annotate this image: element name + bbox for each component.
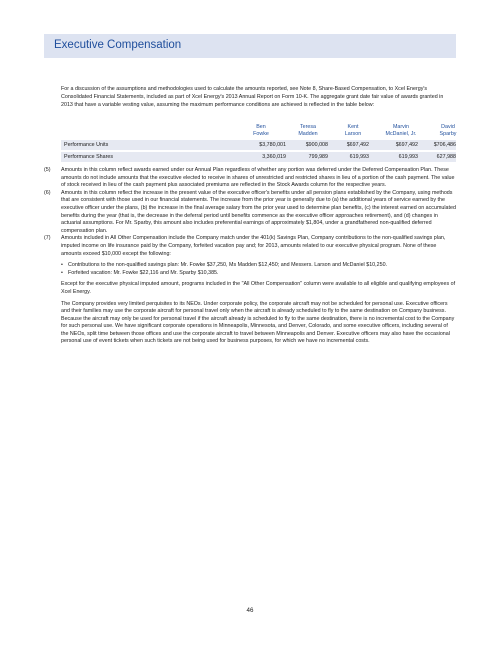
section-banner xyxy=(44,34,456,58)
footnote-text: Amounts included in All Other Compensation include the Company match under the 401(k) Savings Plan, Company contributions to the non-qualified savings plan, imputed income on life insurance paid by the Company, forfeited vacation pay and; for 2013, amounts related to our executive physical program. None of these amounts exceed $10,000 except the following: xyxy=(61,235,446,257)
column-header-sparby: David Sparby xyxy=(439,124,457,137)
footnote-text: Amounts in this column reflect the increase in the present value of the executive officer's benefits under all pension plans established by the Company, using methods that are consistent with those used in our financial statements. The increase from the prior year is generally due to (a) the additional years of service earned by the executive officer under the plans, (b) the increase in the final average salary from the prior year used to determine plan benefits, (c) the interest earned on accumulated benefits during the year (that is, the decrease in the deferral period until benefits commence as the executive officer approaches retirement), and (d) changes in actuarial assumptions. For Mr. Sparby, this amount also includes preferential earnings of approximately $1,804, under a grandfathered non-qualified deferred compensation plan. xyxy=(61,189,456,234)
footnotes xyxy=(44,167,456,346)
table-row xyxy=(61,140,456,150)
footnote-5 xyxy=(44,167,456,190)
table-cell: 3,360,019 xyxy=(262,153,286,160)
table-cell: $697,492 xyxy=(395,142,418,148)
column-header-larson: Kent Larson xyxy=(344,124,362,137)
table-cell: $3,780,001 xyxy=(259,142,286,148)
table-cell: $697,492 xyxy=(346,142,369,148)
awards-table xyxy=(61,124,456,163)
footnote-number: (6) xyxy=(44,189,51,196)
list-item: • Contributions to the non-qualified savings plan: Mr. Fowke $37,250, Ms Madden $12,450; and Messers. Larson and McDaniel $10,250. xyxy=(61,262,456,270)
row-label: Performance Shares xyxy=(64,153,114,160)
table-header xyxy=(61,124,456,140)
table-cell: 619,993 xyxy=(349,153,369,160)
eligibility-paragraph: Except for the executive physical imputed amount, programs included in the "All Other Compensation" column were available to all eligible and qualifying employees of Xcel Energy. xyxy=(61,281,456,295)
page-number: 46 xyxy=(246,607,254,614)
table-cell: 619,993 xyxy=(398,153,418,160)
table-row xyxy=(61,152,456,162)
footnote-7 xyxy=(44,235,456,258)
footnote-text: Amounts in this column reflect awards earned under our Annual Plan regardless of whether any portion was deferred under the Deferred Compensation Plan. These amounts do not include amounts that the executive elected to receive in shares of unrestricted and restricted shares in lieu of a portion of the cash payment. The value of stock received in lieu of the cash payment plus associated premiums are reflected in the Stock Awards column for the respective years. xyxy=(61,167,455,189)
footnote-number: (7) xyxy=(44,235,51,242)
footnote-number: (5) xyxy=(44,167,51,173)
perquisites-paragraph: The Company provides very limited perquisites to its NEOs. Under corporate policy, the corporate aircraft may not be scheduled for personal use. Executive officers and their families may use the corporate aircraft for personal travel only when the aircraft is already scheduled to fly to the same destination on Company business. Because the aircraft may only be used for personal travel if the aircraft already is scheduled to fly to the same destination, there is no incremental cost to the Company for such personal use. We have significant corporate operations in Minneapolis, Minnesota, and Denver, Colorado, and some executive officers, including several of the NEOs, split time between those offices and use the corporate aircraft to travel between Minneapolis and Denver. Executive officers may also have the occasional personal use of event tickets when such tickets are not being used for business purposes, for which we have no incremental costs. xyxy=(61,300,455,345)
exception-list xyxy=(61,262,456,277)
table-cell: 627,988 xyxy=(436,153,456,160)
table-cell: $900,008 xyxy=(305,142,328,148)
table-cell: $706,486 xyxy=(433,142,456,148)
row-label: Performance Units xyxy=(64,142,109,148)
list-item: • Forfeited vacation: Mr. Fowke $22,116 and Mr. Sparby $10,385. xyxy=(61,270,456,278)
intro-paragraph: For a discussion of the assumptions and methodologies used to calculate the amounts reported, see Note 8, Share-Based Compensation, to Xcel Energy's Consolidated Financial Statements, included as part of Xcel Energy's 2013 Annual Report on Form 10-K. The aggregate grant date fair value of awards granted in 2013 that have a variable vesting value, assuming the maximum performance conditions are achieved is reflected in the table below: xyxy=(61,86,444,108)
column-header-mcdaniel: Marvin McDaniel, Jr. xyxy=(385,124,417,137)
table-cell: 799,989 xyxy=(308,153,328,160)
footnote-6 xyxy=(44,190,456,236)
column-header-fowke: Ben Fowke xyxy=(253,124,269,137)
column-header-madden: Teresa Madden xyxy=(298,124,318,137)
section-title: Executive Compensation xyxy=(54,39,182,51)
